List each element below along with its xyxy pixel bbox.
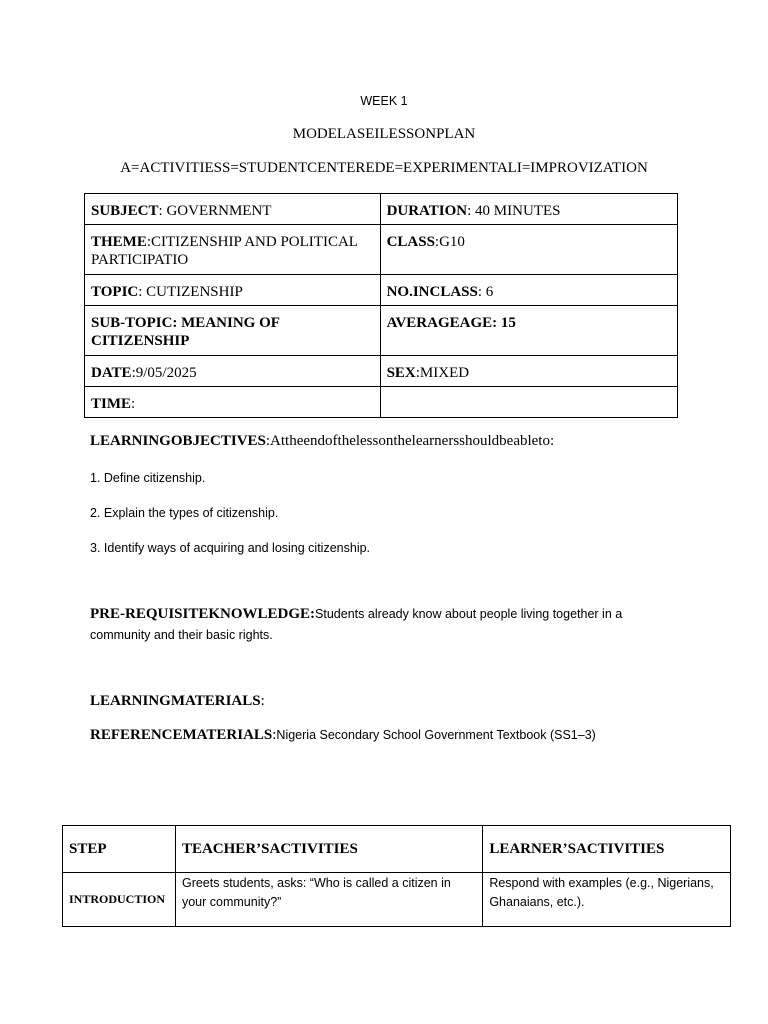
topic-label: TOPIC bbox=[91, 284, 139, 300]
objective-item: 2. Explain the types of citizenship. bbox=[90, 506, 279, 520]
references-label: REFERENCEMATERIALS bbox=[90, 727, 273, 743]
sex-label: SEX bbox=[386, 365, 416, 381]
class-label: CLASS bbox=[386, 234, 435, 250]
subject-label: SUBJECT bbox=[91, 203, 159, 219]
empty-cell bbox=[380, 387, 677, 418]
prerequisite-label: PRE-REQUISITEKNOWLEDGE bbox=[90, 606, 311, 622]
topic-value: : CUTIZENSHIP bbox=[138, 284, 243, 300]
lesson-info-table bbox=[84, 193, 678, 418]
materials-value: : bbox=[260, 693, 265, 709]
objectives-label: LEARNINGOBJECTIVES bbox=[90, 433, 266, 449]
approach-legend: A=ACTIVITIESS=STUDENTCENTEREDE=EXPERIMENTALI=IMPROVIZATION bbox=[120, 160, 648, 176]
objective-item: 1. Define citizenship. bbox=[90, 471, 206, 485]
date-label: DATE bbox=[91, 365, 132, 381]
references-line bbox=[90, 726, 690, 744]
references-colon: : bbox=[272, 727, 277, 743]
info-row-subject bbox=[85, 194, 678, 225]
info-row-topic bbox=[85, 275, 678, 306]
theme-cell bbox=[85, 225, 381, 275]
topic-cell bbox=[85, 275, 381, 306]
sex-value: :MIXED bbox=[415, 365, 470, 381]
subject-value: : GOVERNMENT bbox=[158, 203, 272, 219]
learner-activity-cell: Respond with examples (e.g., Nigerians, Ghanaians, etc.). bbox=[483, 873, 731, 927]
lesson-steps-table bbox=[62, 825, 731, 927]
theme-value: :CITIZENSHIP AND POLITICAL PARTICIPATIO bbox=[91, 234, 358, 268]
teacher-activities-header: TEACHER’SACTIVITIES bbox=[175, 826, 482, 873]
objectives-intro: :Attheendofthelessonthelearnersshouldbeableto: bbox=[265, 433, 555, 449]
teacher-activity-cell: Greets students, asks: “Who is called a citizen in your community?” bbox=[175, 873, 482, 927]
duration-value: : 40 MINUTES bbox=[467, 203, 561, 219]
sex-cell bbox=[380, 356, 677, 387]
week-label: WEEK 1 bbox=[360, 94, 408, 108]
duration-cell bbox=[380, 194, 677, 225]
document-title: MODELASEILESSONPLAN bbox=[292, 126, 476, 142]
info-row-date bbox=[85, 356, 678, 387]
step-header: STEP bbox=[63, 826, 176, 873]
objectives-heading bbox=[90, 433, 690, 450]
info-row-subtopic bbox=[85, 306, 678, 356]
class-size-label: NO.INCLASS bbox=[386, 284, 478, 300]
subject-cell bbox=[85, 194, 381, 225]
materials-label: LEARNINGMATERIALS bbox=[90, 693, 261, 709]
prerequisite-text: Students already know about people living together in a community and their basic rights. bbox=[90, 607, 623, 642]
steps-header-row bbox=[63, 826, 731, 873]
learner-activities-header: LEARNER’SACTIVITIES bbox=[483, 826, 731, 873]
subtopic-cell: SUB-TOPIC: MEANING OF CITIZENSHIP bbox=[85, 306, 381, 356]
class-size-cell bbox=[380, 275, 677, 306]
duration-label: DURATION bbox=[386, 203, 468, 219]
materials-line bbox=[90, 693, 690, 710]
time-label: TIME bbox=[91, 396, 132, 412]
prerequisite-colon: : bbox=[310, 606, 316, 622]
average-age-cell: AVERAGEAGE: 15 bbox=[380, 306, 677, 356]
step-name-cell: INTRODUCTION bbox=[63, 873, 176, 927]
prerequisite-paragraph bbox=[90, 604, 650, 646]
theme-label: THEME bbox=[91, 234, 147, 250]
class-value: :G10 bbox=[434, 234, 465, 250]
time-value: : bbox=[131, 396, 136, 412]
class-cell bbox=[380, 225, 677, 275]
info-row-theme bbox=[85, 225, 678, 275]
references-value: Nigeria Secondary School Government Textbook (SS1–3) bbox=[276, 728, 596, 742]
info-row-time bbox=[85, 387, 678, 418]
objective-item: 3. Identify ways of acquiring and losing citizenship. bbox=[90, 541, 371, 555]
date-value: :9/05/2025 bbox=[131, 365, 197, 381]
time-cell bbox=[85, 387, 381, 418]
class-size-value: : 6 bbox=[477, 284, 494, 300]
table-row bbox=[63, 873, 731, 927]
date-cell bbox=[85, 356, 381, 387]
